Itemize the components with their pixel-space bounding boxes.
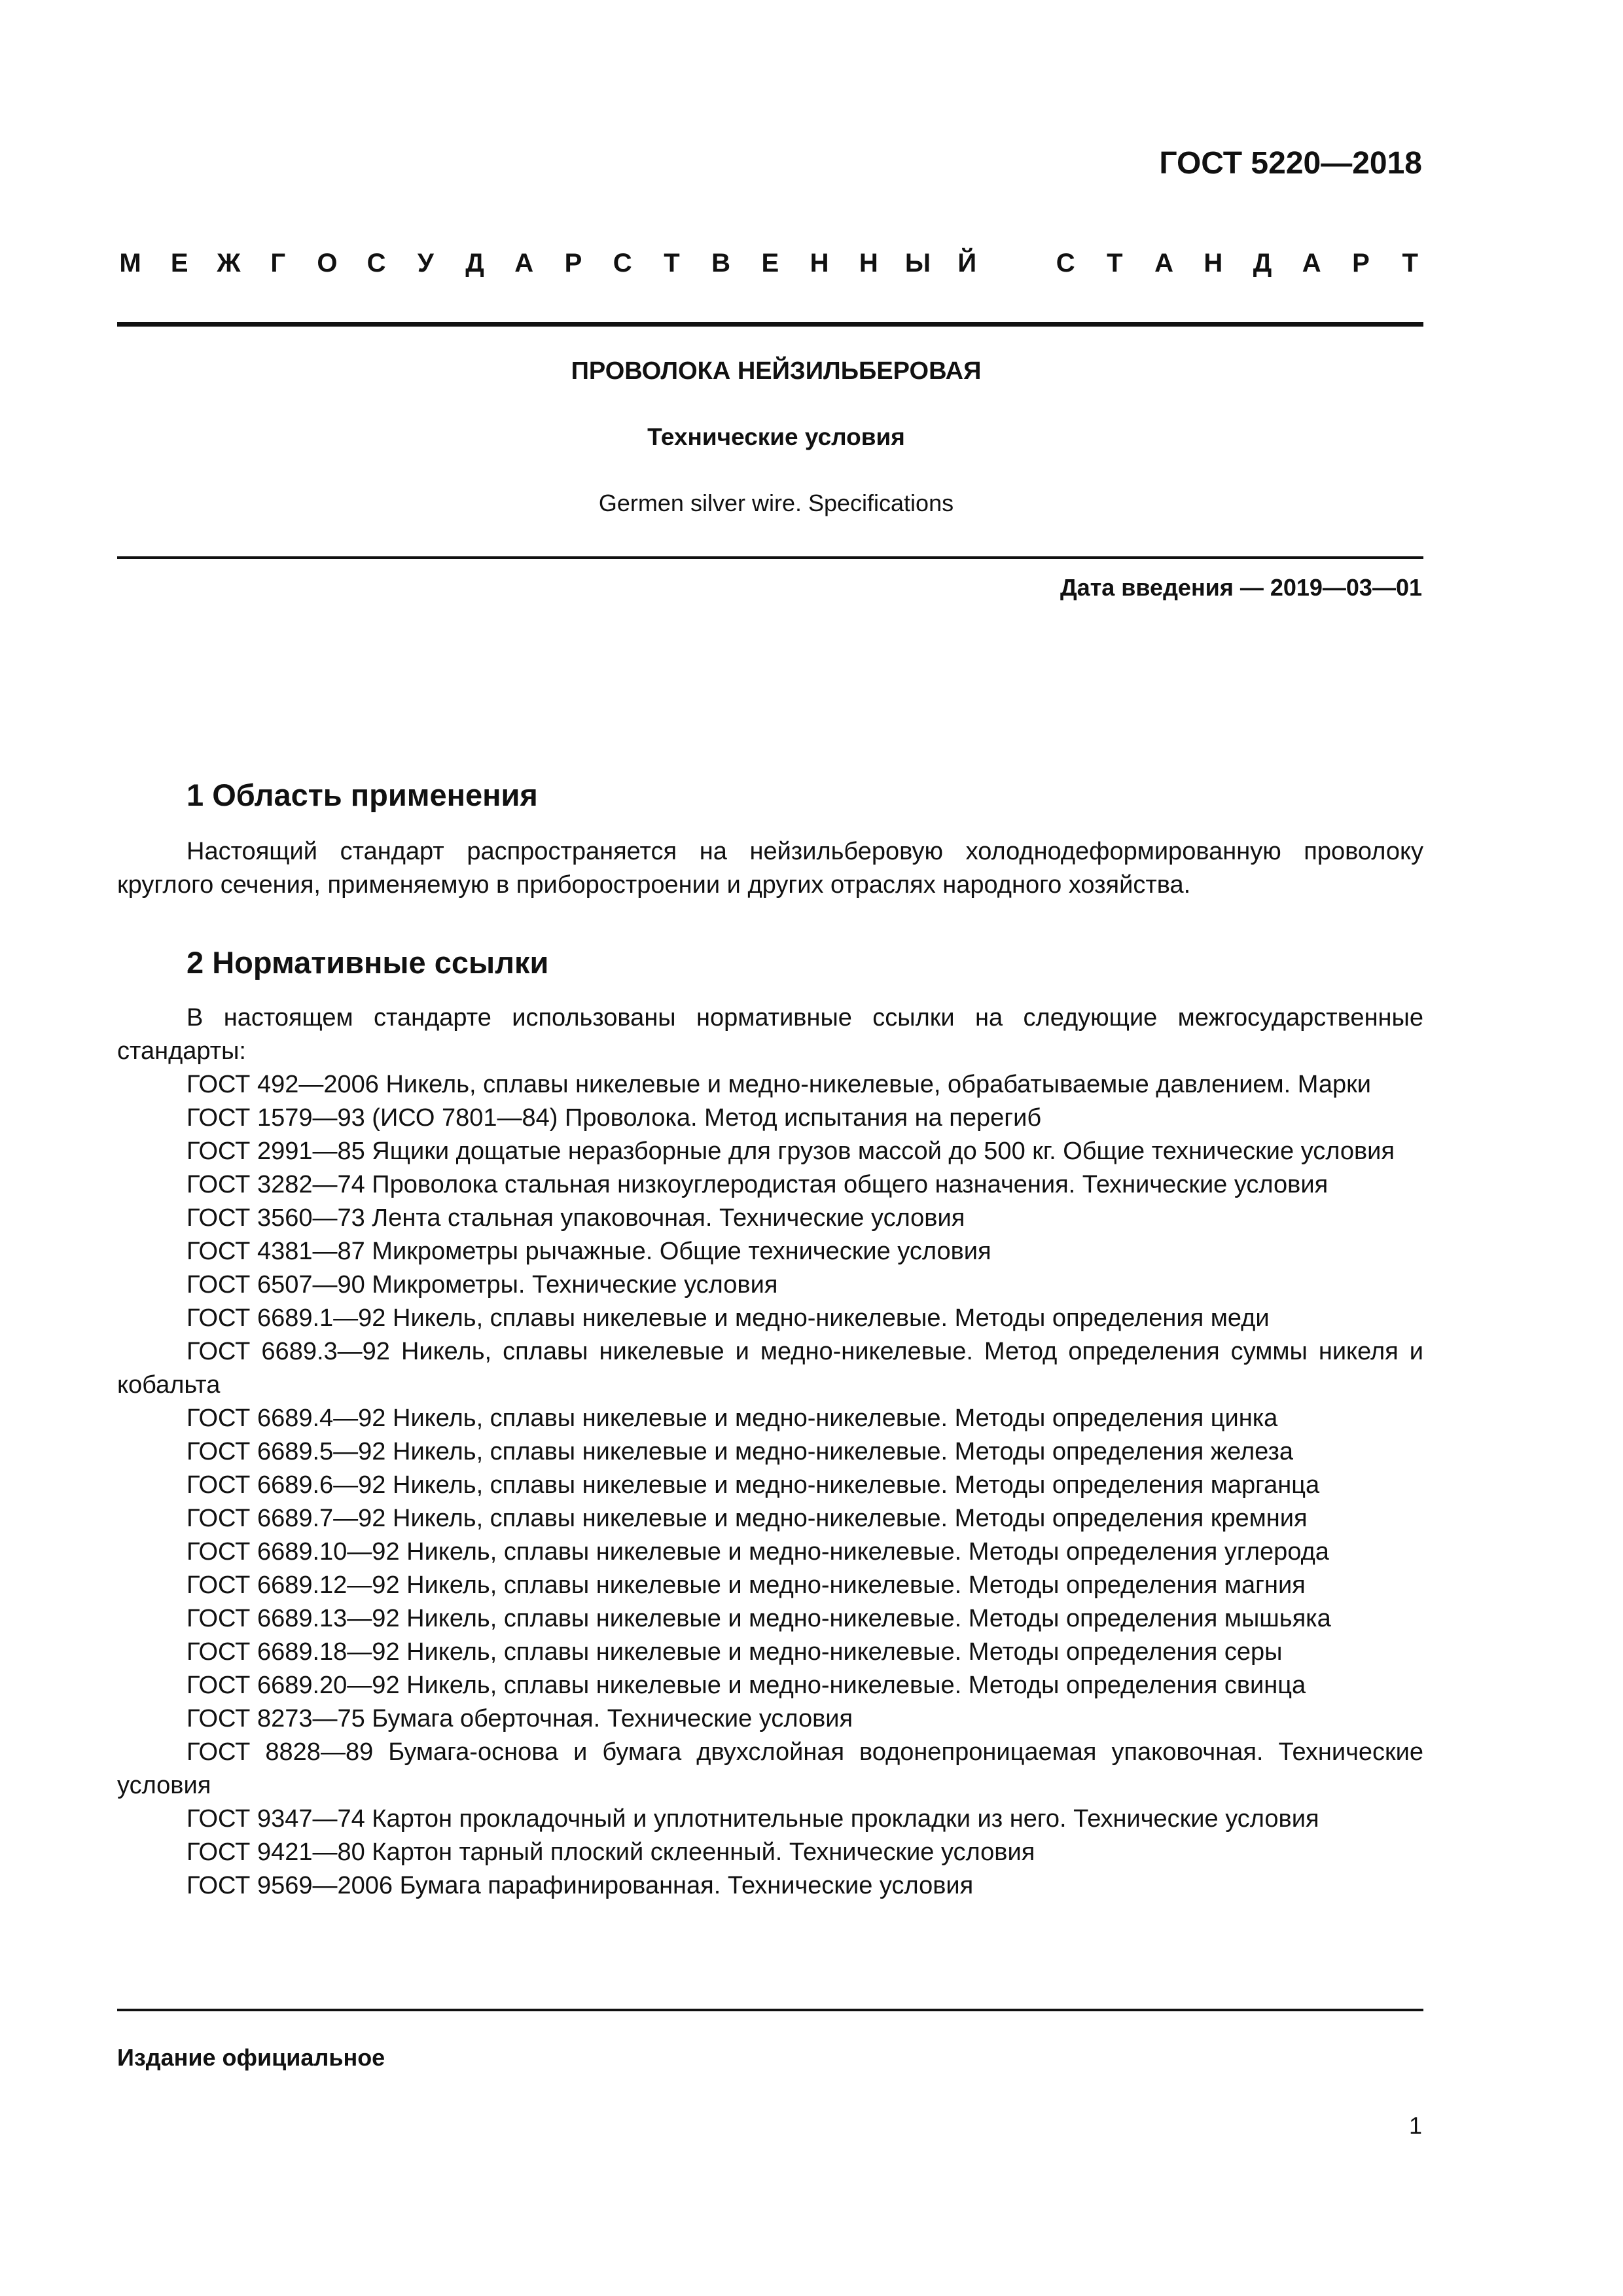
kind-letter: Е [170,249,188,278]
document-number: ГОСТ 5220—2018 [1159,146,1422,181]
kind-letter: Ж [217,249,241,278]
kind-letter: Р [564,249,582,278]
edition-label: Издание официальное [117,2044,385,2071]
kind-letter: Н [810,249,829,278]
reference-item: ГОСТ 9347—74 Картон прокладочный и уплотнительные прокладки из него. Технические условия [187,1805,1319,1833]
reference-item: ГОСТ 3282—74 Проволока стальная низкоуглеродистая общего назначения. Технические условия [187,1171,1329,1198]
reference-item: ГОСТ 9569—2006 Бумага парафинированная. Технические условия [187,1872,974,1899]
kind-letter: Е [761,249,779,278]
kind-letter: А [1302,249,1321,278]
kind-letter: А [1154,249,1174,278]
kind-letter: С [366,249,386,278]
introduction-date: Дата введения — 2019—03—01 [1060,574,1422,601]
kind-letter: Т [1107,249,1123,278]
kind-letter: С [1056,249,1075,278]
reference-item: ГОСТ 8828—89 Бумага-основа и бумага двухслойная водонепроницаемая упаковочная. Технические условия [117,1738,1423,1799]
kind-letter: О [317,249,338,278]
section-heading-scope: 1 Область применения [187,778,538,812]
document-subtitle: Технические условия [647,423,905,450]
reference-item: ГОСТ 6689.10—92 Никель, сплавы никелевые и медно-никелевые. Методы определения углерода [187,1538,1329,1566]
english-title: Germen silver wire. Specifications [598,490,954,516]
kind-letter [1003,249,1029,278]
section-heading-refs: 2 Нормативные ссылки [187,945,549,980]
footer-rule [117,2009,1423,2011]
reference-item: ГОСТ 4381—87 Микрометры рычажные. Общие технические условия [187,1238,991,1265]
kind-letter: Ы [904,249,931,278]
kind-letter: В [711,249,731,278]
kind-letter: С [613,249,632,278]
kind-letter: Й [957,249,977,278]
reference-item: ГОСТ 6689.3—92 Никель, сплавы никелевые и медно-никелевые. Метод определения суммы никеля и кобальта [117,1338,1423,1399]
kind-letter: Т [1402,249,1418,278]
kind-letter: Д [1253,249,1272,278]
kind-letter: Н [859,249,878,278]
scope-paragraph: Настоящий стандарт распространяется на нейзильберовую холоднодеформированную проволоку круглого сечения, применяемую в приборостроении и других отраслях народного хозяйства. [117,838,1423,899]
reference-item: ГОСТ 8273—75 Бумага оберточная. Технические условия [187,1705,853,1732]
section-refs-body [117,1001,1423,1903]
header-rule [117,322,1423,327]
reference-item: ГОСТ 9421—80 Картон тарный плоский склеенный. Технические условия [187,1839,1035,1866]
refs-intro: В настоящем стандарте использованы нормативные ссылки на следующие межгосударственные стандарты: [117,1004,1423,1065]
kind-letter: Р [1352,249,1370,278]
kind-letter: А [514,249,534,278]
reference-item: ГОСТ 1579—93 (ИСО 7801—84) Проволока. Метод испытания на перегиб [187,1104,1042,1132]
reference-item: ГОСТ 2991—85 Ящики дощатые неразборные для грузов массой до 500 кг. Общие технические условия [187,1138,1395,1165]
page-number: 1 [1408,2112,1422,2139]
reference-item: ГОСТ 6689.7—92 Никель, сплавы никелевые и медно-никелевые. Методы определения кремния [187,1505,1308,1532]
reference-item: ГОСТ 6689.6—92 Никель, сплавы никелевые и медно-никелевые. Методы определения марганца [187,1471,1320,1499]
reference-item: ГОСТ 6689.12—92 Никель, сплавы никелевые и медно-никелевые. Методы определения магния [187,1571,1306,1599]
reference-item: ГОСТ 6689.13—92 Никель, сплавы никелевые и медно-никелевые. Методы определения мышьяка [187,1605,1331,1632]
document-kind [117,249,1423,278]
reference-item: ГОСТ 6689.1—92 Никель, сплавы никелевые и медно-никелевые. Методы определения меди [187,1304,1270,1332]
reference-item: ГОСТ 6689.20—92 Никель, сплавы никелевые и медно-никелевые. Методы определения свинца [187,1672,1306,1699]
reference-item: ГОСТ 3560—73 Лента стальная упаковочная. Технические условия [187,1204,965,1232]
reference-item: ГОСТ 6507—90 Микрометры. Технические условия [187,1271,778,1299]
reference-item: ГОСТ 6689.18—92 Никель, сплавы никелевые и медно-никелевые. Методы определения серы [187,1638,1283,1666]
kind-letter: М [119,249,141,278]
kind-letter: Г [270,249,285,278]
kind-letter: Т [664,249,680,278]
reference-item: ГОСТ 6689.5—92 Никель, сплавы никелевые и медно-никелевые. Методы определения железа [187,1438,1294,1465]
kind-letter: Д [465,249,484,278]
kind-letter: Н [1204,249,1223,278]
title-rule [117,556,1423,559]
document-title: ПРОВОЛОКА НЕЙЗИЛЬБЕРОВАЯ [571,357,982,385]
kind-letter: У [417,249,434,278]
section-scope-body [117,835,1423,902]
reference-item: ГОСТ 6689.4—92 Никель, сплавы никелевые и медно-никелевые. Методы определения цинка [187,1405,1278,1432]
reference-item: ГОСТ 492—2006 Никель, сплавы никелевые и медно-никелевые, обрабатываемые давлением. Марки [187,1071,1371,1098]
